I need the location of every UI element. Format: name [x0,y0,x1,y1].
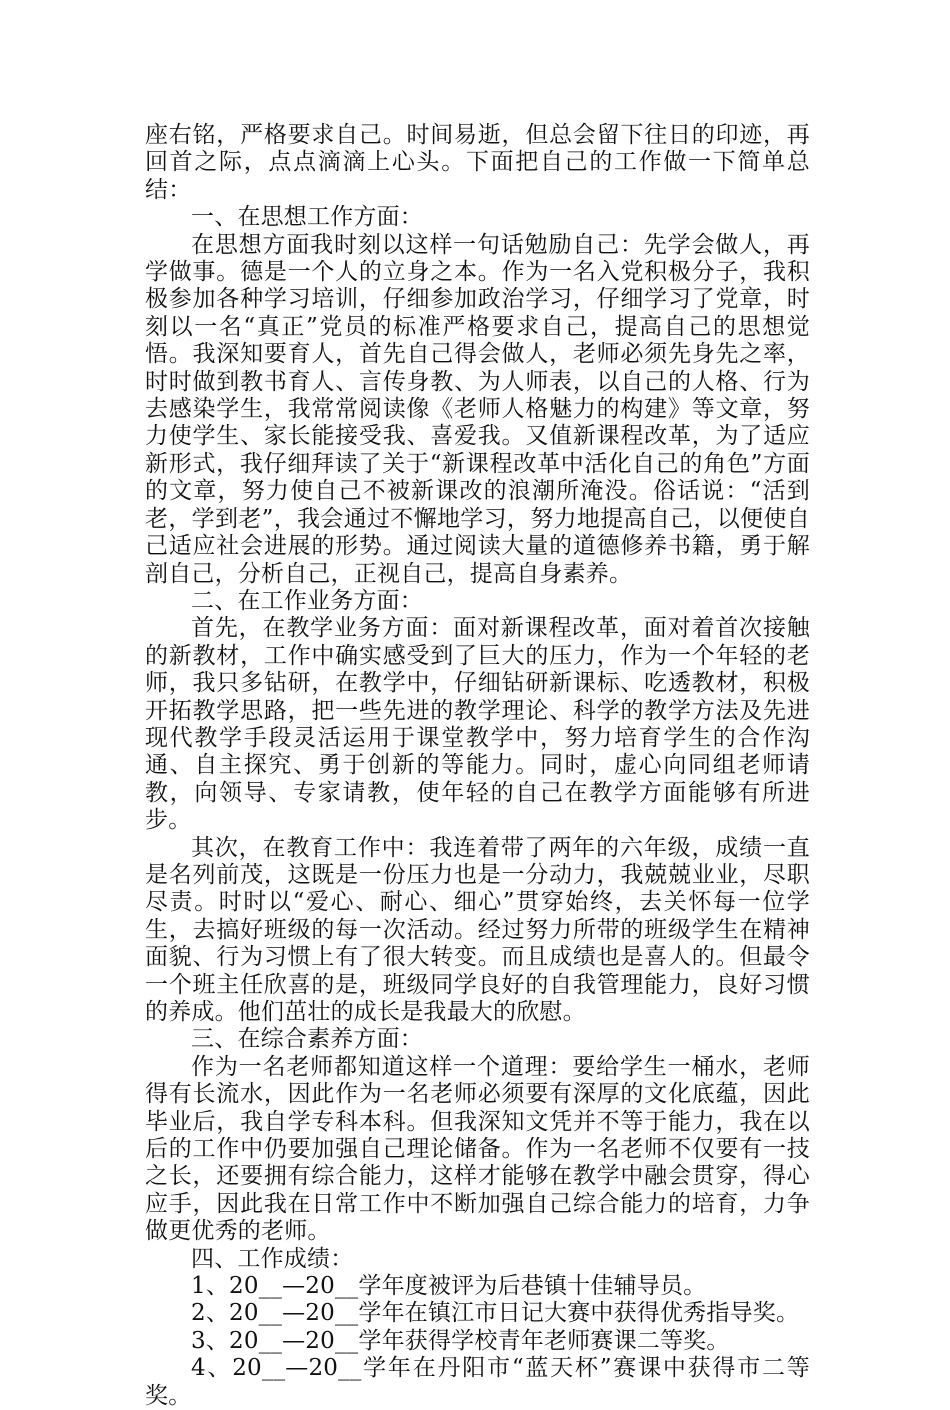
section-heading-quality: 三、在综合素养方面： [191,1026,423,1053]
achievement-item-4: 4、20__—20__学年在丹阳市“蓝天杯”赛课中获得市二等奖。 [145,1355,810,1409]
achievement-item-2: 2、20__—20__学年在镇江市日记大赛中获得优秀指导奖。 [191,1300,800,1327]
document-body [145,122,810,1410]
section-heading-work: 二、在工作业务方面： [191,587,423,614]
achievement-item-1: 1、20__—20__学年度被评为后巷镇十佳辅导员。 [191,1273,707,1300]
achievement-item-3: 3、20__—20__学年获得学校青年老师赛课二等奖。 [191,1327,730,1354]
intro-paragraph: 座右铭，严格要求自己。时间易逝，但总会留下往日的印迹，再回首之际，点点滴滴上心头。下面把自己的工作做一下简单总结： [145,122,810,203]
paragraph-thought: 在思想方面我时刻以这样一句话勉励自己：先学会做人，再学做事。德是一个人的立身之本。作为一名入党积极分子，我积极参加各种学习培训，仔细参加政治学习，仔细学习了党章，时刻以一名“真正”党员的标准严格要求自己，提高自己的思想觉悟。我深知要育人，首先自己得会做人，老师必须先身先之率，时时做到教书育人、言传身教、为人师表，以自己的人格、行为去感染学生，我常常阅读像《老师人格魅力的构建》等文章，努力使学生、家长能接受我、喜爱我。又值新课程改革，为了适应新形式，我仔细拜读了关于“新课程改革中活化自己的角色”方面的文章，努力使自己不被新课改的浪潮所淹没。俗话说：“活到老，学到老”，我会通过不懈地学习，努力地提高自己，以便使自己适应社会进展的形势。通过阅读大量的道德修养书籍，勇于解剖自己，分析自己，正视自己，提高自身素养。 [145,231,810,587]
paragraph-quality: 作为一名老师都知道这样一个道理：要给学生一桶水，老师得有长流水，因此作为一名老师必须要有深厚的文化底蕴，因此毕业后，我自学专科本科。但我深知文凭并不等于能力，我在以后的工作中仍要加强自己理论储备。作为一名老师不仅要有一技之长，还要拥有综合能力，这样才能够在教学中融会贯穿，得心应手，因此我在日常工作中不断加强自己综合能力的培育，力争做更优秀的老师。 [145,1053,810,1245]
paragraph-education: 其次，在教育工作中：我连着带了两年的六年级，成绩一直是名列前茂，这既是一份压力也是一分动力，我兢兢业业，尽职尽责。时时以“爱心、耐心、细心”贯穿始终，去关怀每一位学生，去搞好班级的每一次活动。经过努力所带的班级学生在精神面貌、行为习惯上有了很大转变。而且成绩也是喜人的。但最令一个班主任欣喜的是，班级同学良好的自我管理能力，良好习惯的养成。他们茁壮的成长是我最大的欣慰。 [145,834,810,1025]
paragraph-teaching: 首先，在教学业务方面：面对新课程改革，面对着首次接触的新教材，工作中确实感受到了巨大的压力，作为一个年轻的老师，我只多钻研，在教学中，仔细钻研新课标、吃透教材，积极开拓教学思路，把一些先进的教学理论、科学的教学方法及先进现代教学手段灵活运用于课堂教学中，努力培育学生的合作沟通、自主探究、勇于创新的等能力。同时，虚心向同组老师请教，向领导、专家请教，使年轻的自己在教学方面能够有所进步。 [145,615,810,834]
section-heading-achievements: 四、工作成绩： [191,1245,354,1272]
section-heading-thought: 一、在思想工作方面： [191,204,423,231]
